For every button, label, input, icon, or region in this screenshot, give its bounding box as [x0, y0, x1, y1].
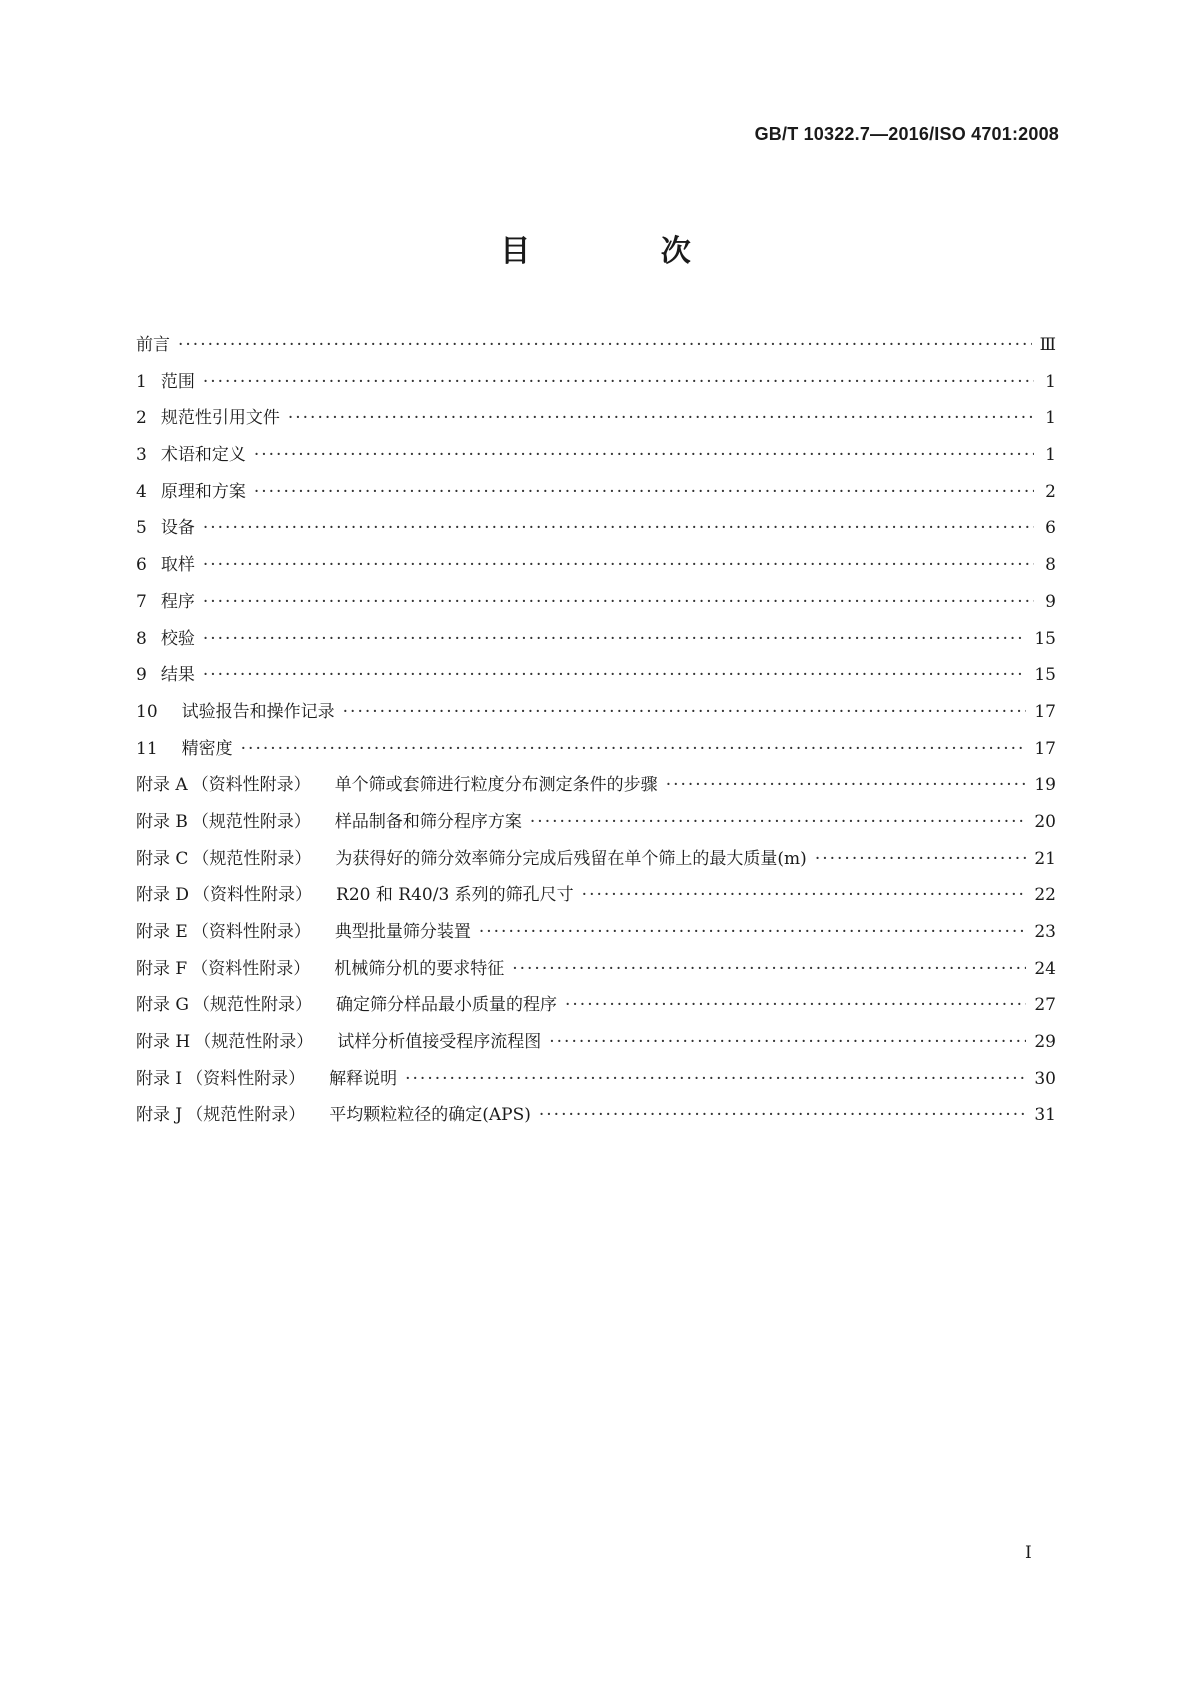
toc-entry-label: [136, 660, 195, 685]
toc-entry-page: 8: [1045, 555, 1056, 576]
toc-entry[interactable]: [136, 403, 1056, 440]
toc-entry-annex-type: （规范性附录）: [194, 1032, 314, 1053]
toc-leader-dots: [203, 592, 1034, 612]
toc-entry[interactable]: [136, 367, 1056, 404]
toc-entry-number: 附录 A: [136, 775, 188, 796]
toc-entry-number: 1: [136, 371, 147, 392]
toc-entry-page: 6: [1045, 518, 1056, 539]
toc-entry-title: 为获得好的筛分效率筛分完成后残留在单个筛上的最大质量(m): [335, 848, 807, 869]
toc-entry-number: 附录 C: [136, 848, 189, 869]
toc-entry-page: 1: [1045, 371, 1056, 392]
toc-entry-number: 附录 B: [136, 811, 188, 832]
toc-entry-label: [136, 1064, 397, 1089]
toc-entry-page: 21: [1034, 848, 1056, 869]
toc-entry-page: 31: [1034, 1105, 1056, 1126]
toc-entry[interactable]: [136, 440, 1056, 477]
toc-entry-label: [136, 587, 195, 612]
toc-entry[interactable]: [136, 917, 1056, 954]
toc-entry-title: 试样分析值接受程序流程图: [337, 1032, 542, 1053]
toc-entry-page: 27: [1034, 995, 1056, 1016]
toc-entry-page: 30: [1034, 1068, 1056, 1089]
toc-entry-annex-type: （资料性附录）: [186, 1068, 306, 1089]
toc-entry-page: 17: [1034, 701, 1056, 722]
toc-entry-label: [136, 403, 280, 428]
toc-entry[interactable]: [136, 1027, 1056, 1064]
toc-entry-title: 精密度: [181, 738, 233, 759]
toc-entry-number: 附录 E: [136, 922, 188, 942]
toc-entry-page: 9: [1045, 591, 1056, 612]
toc-entry-title: 机械筛分机的要求特征: [334, 958, 505, 979]
standard-number: GB/T 10322.7—2016/ISO 4701:2008: [754, 124, 1059, 144]
toc-entry-title: 典型批量筛分装置: [334, 922, 471, 942]
toc-entry-label: [136, 844, 807, 869]
toc-entry-page: 22: [1034, 885, 1056, 906]
toc-entry[interactable]: [136, 844, 1056, 881]
toc-leader-dots: [539, 1105, 1027, 1125]
toc-entry-label: [136, 550, 195, 575]
toc-leader-dots: [203, 665, 1027, 685]
toc-entry[interactable]: [136, 954, 1056, 991]
toc-entry-title: 范围: [160, 371, 195, 392]
toc-entry-label: [136, 954, 504, 979]
toc-entry-number: 附录 D: [136, 885, 190, 906]
toc-entry-title: 确定筛分样品最小质量的程序: [335, 995, 557, 1016]
toc-entry-page: 15: [1034, 665, 1056, 686]
toc-entry-page: 24: [1034, 958, 1056, 979]
table-of-contents: [136, 330, 1056, 1137]
toc-leader-dots: [565, 995, 1026, 1015]
toc-entry-page: 1: [1045, 408, 1056, 429]
toc-entry-label: [136, 1100, 531, 1125]
toc-entry-title: 校验: [160, 628, 195, 649]
toc-entry[interactable]: [136, 513, 1056, 550]
toc-entry-label: [136, 477, 246, 502]
toc-entry-label: [136, 697, 335, 722]
toc-leader-dots: [582, 885, 1027, 905]
toc-entry-number: 10: [136, 701, 158, 722]
toc-entry[interactable]: [136, 990, 1056, 1027]
toc-leader-dots: [178, 335, 1032, 355]
toc-leader-dots: [815, 849, 1027, 869]
toc-entry-page: Ⅲ: [1039, 335, 1056, 355]
toc-entry-title: 前言: [136, 335, 170, 355]
toc-entry[interactable]: [136, 734, 1056, 771]
toc-entry-title: 取样: [160, 555, 195, 576]
toc-entry[interactable]: [136, 587, 1056, 624]
toc-leader-dots: [479, 922, 1027, 942]
toc-entry-label: [136, 1027, 541, 1052]
toc-leader-dots: [203, 629, 1027, 649]
page-number: I: [1025, 1543, 1032, 1563]
toc-entry-title: 单个筛或套筛进行粒度分布测定条件的步骤: [334, 775, 658, 796]
toc-entry[interactable]: [136, 624, 1056, 661]
toc-entry-label: [136, 513, 195, 538]
toc-entry-page: 29: [1034, 1032, 1056, 1053]
toc-leader-dots: [203, 555, 1034, 575]
toc-entry-title: R20 和 R40/3 系列的筛孔尺寸: [336, 885, 574, 906]
toc-entry[interactable]: [136, 1100, 1056, 1137]
toc-entry-number: 6: [136, 555, 147, 576]
toc-entry-number: 3: [136, 445, 147, 466]
toc-entry-number: 附录 I: [136, 1068, 183, 1089]
toc-entry-title: 结果: [160, 665, 195, 686]
toc-entry-number: 2: [136, 408, 147, 429]
toc-entry[interactable]: [136, 770, 1056, 807]
toc-entry-number: 8: [136, 628, 147, 649]
toc-entry-page: 2: [1045, 481, 1056, 502]
toc-entry-label: [136, 367, 195, 392]
toc-entry-annex-type: （资料性附录）: [191, 775, 311, 796]
toc-entry-label: [136, 880, 574, 905]
toc-entry-annex-type: （规范性附录）: [192, 995, 312, 1016]
toc-leader-dots: [666, 775, 1027, 795]
toc-entry-page: 17: [1034, 738, 1056, 759]
toc-entry[interactable]: [136, 697, 1056, 734]
toc-entry-label: [136, 990, 557, 1015]
toc-entry-annex-type: （规范性附录）: [192, 848, 312, 869]
toc-entry-number: 附录 G: [136, 995, 189, 1016]
toc-leader-dots: [254, 482, 1034, 502]
toc-entry[interactable]: [136, 880, 1056, 917]
toc-entry[interactable]: [136, 660, 1056, 697]
toc-entry-label: [136, 734, 233, 759]
toc-entry[interactable]: [136, 330, 1056, 367]
toc-entry-annex-type: （资料性附录）: [191, 922, 311, 942]
toc-entry-label: [136, 770, 658, 795]
toc-entry[interactable]: [136, 1064, 1056, 1101]
toc-entry-label: [136, 807, 522, 832]
toc-entry-page: 1: [1045, 445, 1056, 466]
toc-leader-dots: [530, 812, 1026, 832]
toc-leader-dots: [288, 408, 1034, 428]
toc-entry-label: [136, 440, 246, 465]
toc-entry-number: 附录 J: [136, 1105, 183, 1126]
toc-leader-dots: [203, 372, 1034, 392]
toc-entry-label: [136, 330, 170, 355]
toc-entry-number: 4: [136, 481, 147, 502]
toc-entry-title: 样品制备和筛分程序方案: [334, 811, 522, 832]
toc-entry-page: 19: [1034, 775, 1056, 796]
toc-entry-title: 试验报告和操作记录: [181, 701, 335, 722]
toc-entry-page: 23: [1034, 922, 1056, 942]
toc-entry-annex-type: （资料性附录）: [193, 885, 313, 906]
toc-entry-label: [136, 624, 195, 649]
toc-entry-number: 11: [136, 738, 158, 759]
toc-entry-number: 9: [136, 665, 147, 686]
page-title: 目 次: [500, 234, 751, 269]
toc-entry-title: 术语和定义: [160, 445, 246, 466]
toc-entry[interactable]: [136, 807, 1056, 844]
toc-entry-annex-type: （规范性附录）: [186, 1105, 306, 1126]
toc-leader-dots: [549, 1032, 1026, 1052]
toc-entry[interactable]: [136, 550, 1056, 587]
toc-entry-title: 设备: [160, 518, 195, 539]
toc-leader-dots: [203, 518, 1034, 538]
toc-entry-number: 附录 F: [136, 958, 188, 979]
toc-entry-number: 5: [136, 518, 147, 539]
toc-entry-title: 规范性引用文件: [160, 408, 280, 429]
toc-entry-annex-type: （规范性附录）: [191, 811, 311, 832]
toc-entry-number: 7: [136, 591, 147, 612]
toc-entry-page: 15: [1034, 628, 1056, 649]
toc-entry-number: 附录 H: [136, 1032, 191, 1053]
toc-entry-title: 程序: [160, 591, 195, 612]
toc-leader-dots: [343, 702, 1027, 722]
toc-leader-dots: [254, 445, 1034, 465]
toc-entry[interactable]: [136, 477, 1056, 514]
toc-entry-title: 解释说明: [329, 1068, 398, 1089]
toc-entry-title: 平均颗粒粒径的确定(APS): [329, 1105, 531, 1126]
toc-entry-annex-type: （资料性附录）: [191, 958, 311, 979]
toc-leader-dots: [405, 1069, 1026, 1089]
toc-entry-page: 20: [1034, 811, 1056, 832]
toc-leader-dots: [241, 739, 1027, 759]
toc-leader-dots: [512, 959, 1026, 979]
toc-entry-title: 原理和方案: [160, 481, 246, 502]
toc-entry-label: [136, 917, 471, 942]
